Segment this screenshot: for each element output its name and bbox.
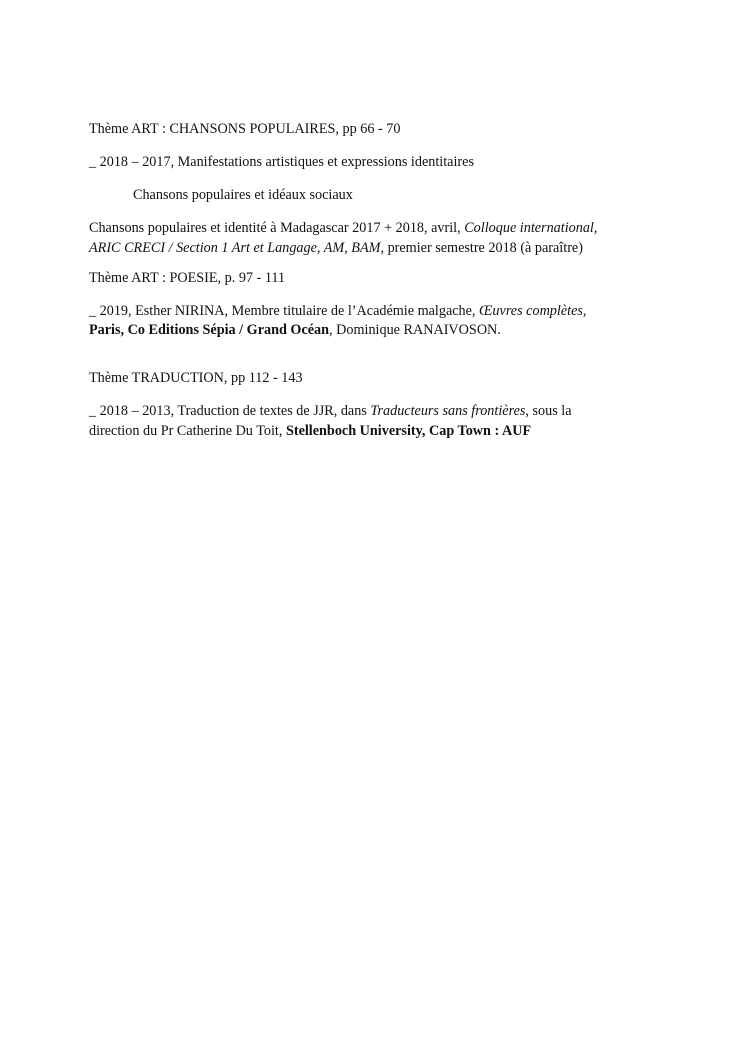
entry-traduction-text-end: , sous la bbox=[525, 403, 572, 419]
entry-colloque-date: , premier semestre 2018 (à paraître) bbox=[380, 240, 583, 256]
entry-manifestations: _ 2018 – 2017, Manifestations artistiques et expressions identitaires bbox=[89, 154, 474, 170]
entry-nirina-line-2 bbox=[89, 320, 501, 340]
section-heading-chansons: Thème ART : CHANSONS POPULAIRES, pp 66 - 70 bbox=[89, 121, 401, 137]
entry-colloque-organizers: ARIC CRECI / Section 1 Art et Langage, AM, BAM bbox=[89, 240, 381, 256]
entry-nirina-text: _ 2019, Esther NIRINA, Membre titulaire de l’Académie malgache, bbox=[89, 303, 480, 319]
entry-traduction-publisher: Stellenboch University, Cap Town : AUF bbox=[285, 423, 532, 439]
entry-traduction-title: Traducteurs sans frontières bbox=[370, 403, 526, 419]
entry-traduction-line-2 bbox=[89, 421, 531, 441]
entry-nirina-editor: , Dominique RANAIVOSON. bbox=[329, 322, 501, 338]
entry-colloque-line-1 bbox=[89, 218, 597, 238]
entry-colloque-line-2 bbox=[89, 238, 583, 258]
entry-manifestations-subtitle: Chansons populaires et idéaux sociaux bbox=[133, 187, 353, 203]
section-heading-traduction: Thème TRADUCTION, pp 112 - 143 bbox=[89, 370, 303, 386]
section-heading-poesie: Thème ART : POESIE, p. 97 - 111 bbox=[89, 270, 286, 286]
entry-traduction-line-1 bbox=[89, 401, 572, 421]
entry-traduction-text: _ 2018 – 2013, Traduction de textes de JJR, dans bbox=[89, 403, 371, 419]
entry-nirina-comma: , bbox=[582, 303, 587, 319]
entry-traduction-direction: direction du Pr Catherine Du Toit, bbox=[89, 423, 286, 439]
entry-nirina-title: Œuvres complètes bbox=[479, 303, 583, 319]
entry-colloque-title: Colloque international, bbox=[464, 220, 598, 236]
entry-nirina-line-1 bbox=[89, 301, 586, 321]
entry-nirina-publisher: Paris, Co Editions Sépia / Grand Océan bbox=[89, 322, 330, 338]
entry-colloque-text: Chansons populaires et identité à Madagascar 2017 + 2018, avril, bbox=[89, 220, 465, 236]
